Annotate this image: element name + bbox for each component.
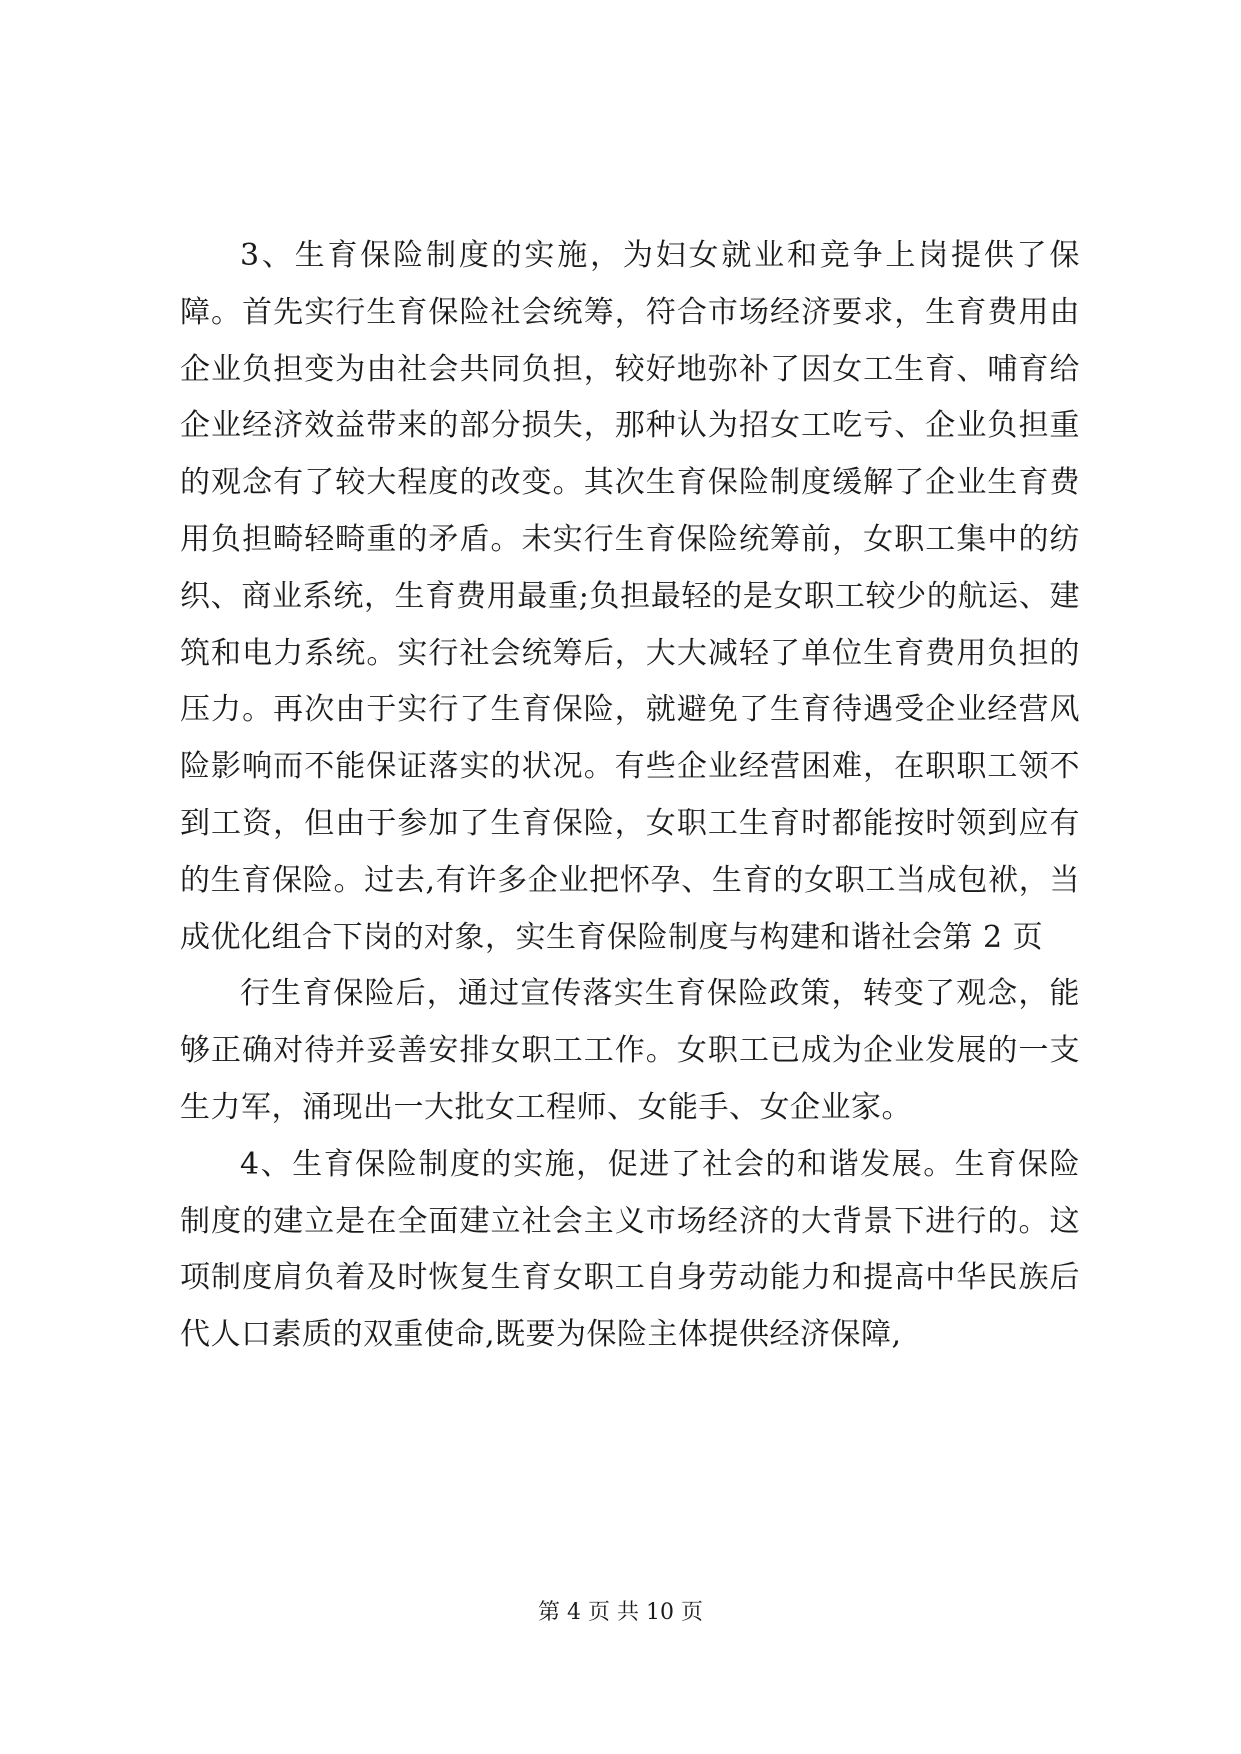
document-body	[180, 228, 1080, 1364]
paragraph-continuation: 行生育保险后，通过宣传落实生育保险政策，转变了观念，能够正确对待并妥善安排女职工工作。女职工已成为企业发展的一支生力军，涌现出一大批女工程师、女能手、女企业家。	[180, 976, 1080, 1125]
paragraph-3-maternity-insurance-employment: 3、生育保险制度的实施，为妇女就业和竞争上岗提供了保障。首先实行生育保险社会统筹，符合市场经济要求，生育费用由企业负担变为由社会共同负担，较好地弥补了因女工生育、哺育给企业经济效益带来的部分损失，那种认为招女工吃亏、企业负担重的观念有了较大程度的改变。其次生育保险制度缓解了企业生育费用负担畸轻畸重的矛盾。未实行生育保险统筹前，女职工集中的纺织、商业系统，生育费用最重;负担最轻的是女职工较少的航运、建筑和电力系统。实行社会统筹后，大大减轻了单位生育费用负担的压力。再次由于实行了生育保险，就避免了生育待遇受企业经营风险影响而不能保证落实的状况。有些企业经营困难，在职职工领不到工资，但由于参加了生育保险，女职工生育时都能按时领到应有的生育保险。过去,有许多企业把怀孕、生育的女职工当成包袱，当成优化组合下岗的对象，实生育保险制度与构建和谐社会第 2 页	[180, 238, 1080, 955]
paragraph-4-social-harmony: 4、生育保险制度的实施，促进了社会的和谐发展。生育保险制度的建立是在全面建立社会主义市场经济的大背景下进行的。这项制度肩负着及时恢复生育女职工自身劳动能力和提高中华民族后代人口素质的双重使命,既要为保险主体提供经济保障,	[180, 1146, 1080, 1353]
page-number-footer: 第 4 页 共 10 页	[538, 1600, 703, 1625]
